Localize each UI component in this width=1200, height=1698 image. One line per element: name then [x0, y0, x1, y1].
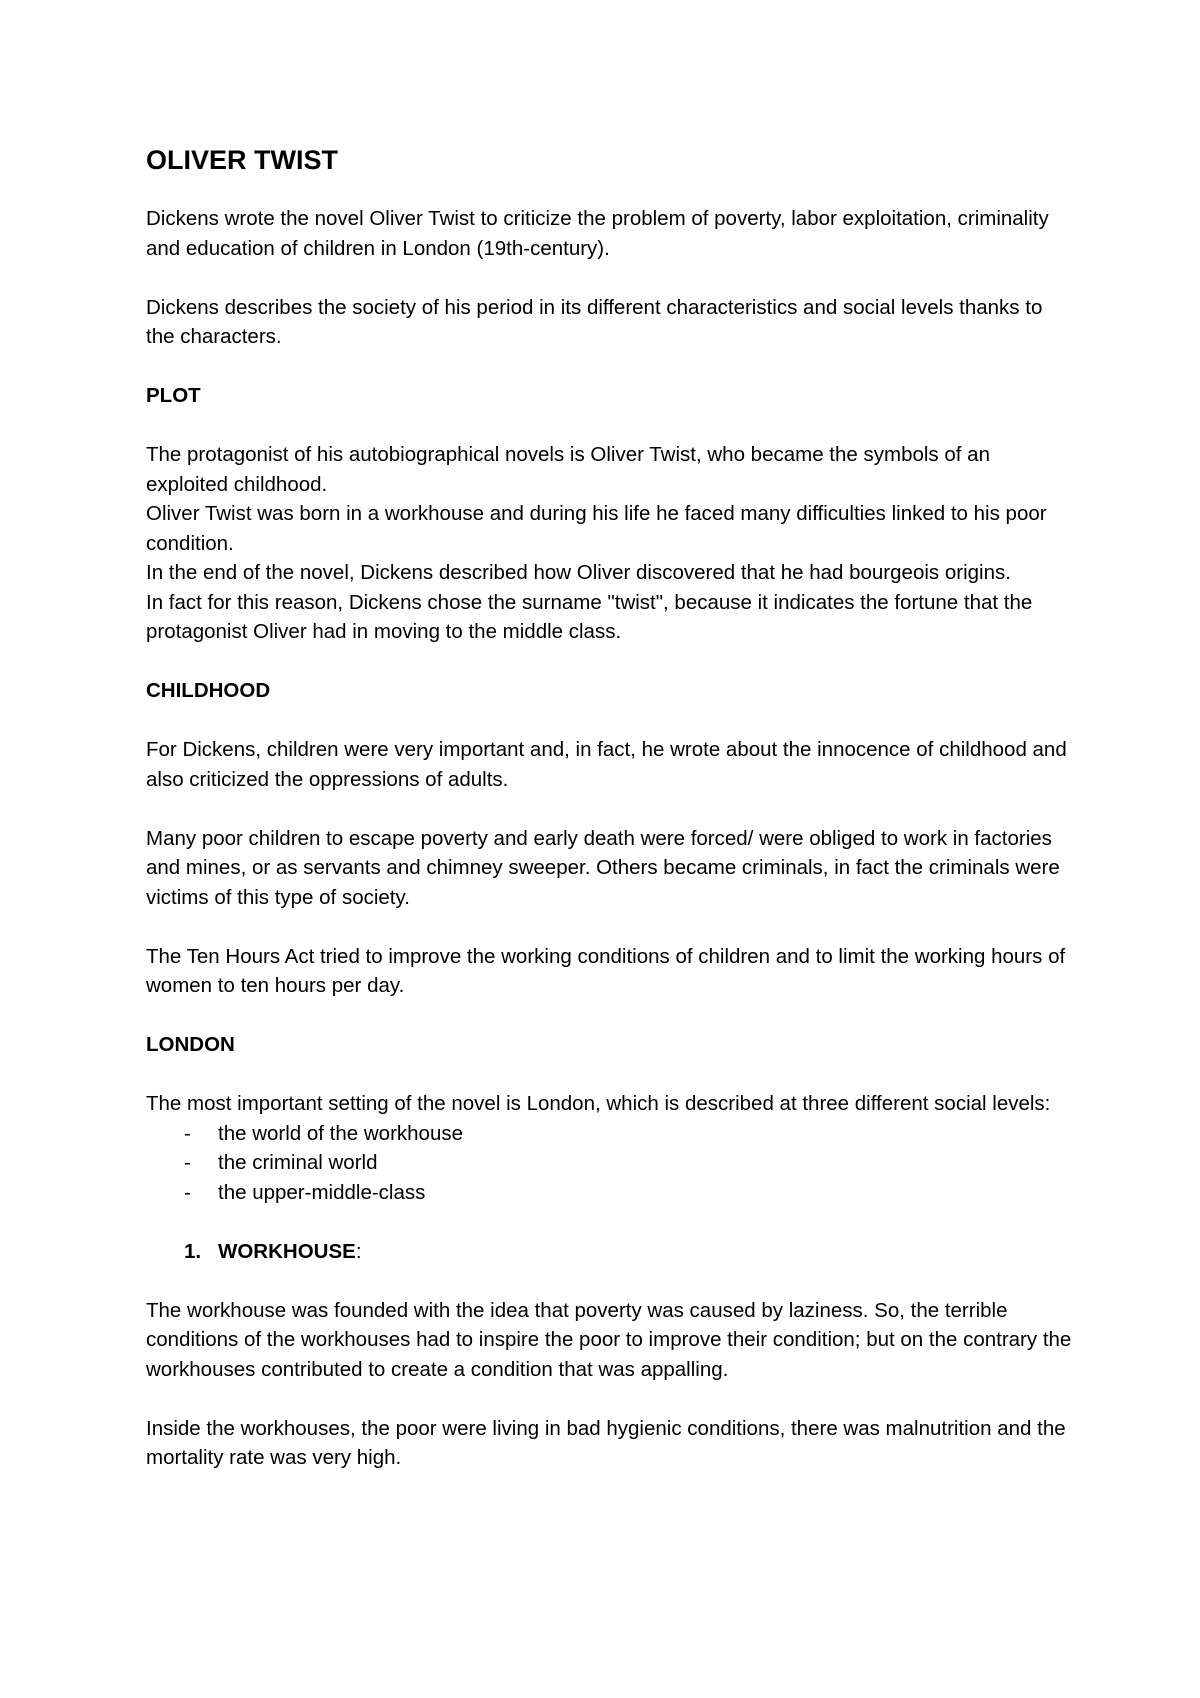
london-paragraph: The most important setting of the novel is London, which is described at three different social levels: — [146, 1092, 1051, 1115]
plot-heading: PLOT — [146, 384, 201, 407]
workhouse-label: WORKHOUSE — [218, 1239, 356, 1263]
dash-bullet: - — [184, 1121, 191, 1145]
plot-line-3: In the end of the novel, Dickens described how Oliver discovered that he had bourgeois origins. — [146, 561, 1011, 584]
intro-paragraph-1: Dickens wrote the novel Oliver Twist to criticize the problem of poverty, labor exploitation, criminality and education of children in London (19th-century). — [146, 207, 1049, 260]
london-levels-list — [146, 1119, 1076, 1208]
plot-section — [146, 440, 1076, 647]
document-title: OLIVER TWIST — [146, 145, 338, 175]
childhood-paragraph-3: The Ten Hours Act tried to improve the working conditions of children and to limit the working hours of women to ten hours per day. — [146, 944, 1066, 997]
list-item — [146, 1178, 1076, 1208]
list-item-text: the upper-middle-class — [218, 1180, 426, 1204]
london-heading: LONDON — [146, 1033, 235, 1056]
workhouse-paragraph-2: Inside the workhouses, the poor were living in bad hygienic conditions, there was malnutrition and the mortality rate was very high. — [146, 1416, 1066, 1469]
intro-paragraph-2: Dickens describes the society of his period in its different characteristics and social levels thanks to the characters. — [146, 295, 1043, 348]
childhood-paragraph-2: Many poor children to escape poverty and early death were forced/ were obliged to work in factories and mines, or as servants and chimney sweeper. Others became criminals, in fact the criminals were victims of this type of society. — [146, 826, 1060, 909]
list-item — [146, 1119, 1076, 1149]
dash-bullet: - — [184, 1151, 191, 1174]
workhouse-number: 1. — [184, 1239, 202, 1263]
list-item-text: the criminal world — [218, 1151, 378, 1174]
workhouse-heading — [146, 1237, 1076, 1267]
workhouse-paragraph-1: The workhouse was founded with the idea that poverty was caused by laziness. So, the terrible conditions of the workhouses had to inspire the poor to improve their condition; but on the contrary the workhouses contributed to create a condition that was appalling. — [146, 1298, 1072, 1381]
list-item-text: the world of the workhouse — [218, 1121, 463, 1145]
list-item — [146, 1148, 1076, 1178]
childhood-heading: CHILDHOOD — [146, 679, 271, 702]
document-page — [146, 143, 1076, 1502]
plot-line-4: In fact for this reason, Dickens chose the surname "twist", because it indicates the fortune that the protagonist Oliver had in moving to the middle class. — [146, 590, 1033, 643]
workhouse-suffix: : — [355, 1239, 362, 1263]
childhood-paragraph-1: For Dickens, children were very important and, in fact, he wrote about the innocence of childhood and also criticized the oppressions of adults. — [146, 738, 1067, 791]
plot-line-2: Oliver Twist was born in a workhouse and during his life he faced many difficulties linked to his poor condition. — [146, 502, 1047, 555]
plot-line-1: The protagonist of his autobiographical novels is Oliver Twist, who became the symbols of an exploited childhood. — [146, 443, 990, 496]
dash-bullet: - — [184, 1180, 191, 1204]
